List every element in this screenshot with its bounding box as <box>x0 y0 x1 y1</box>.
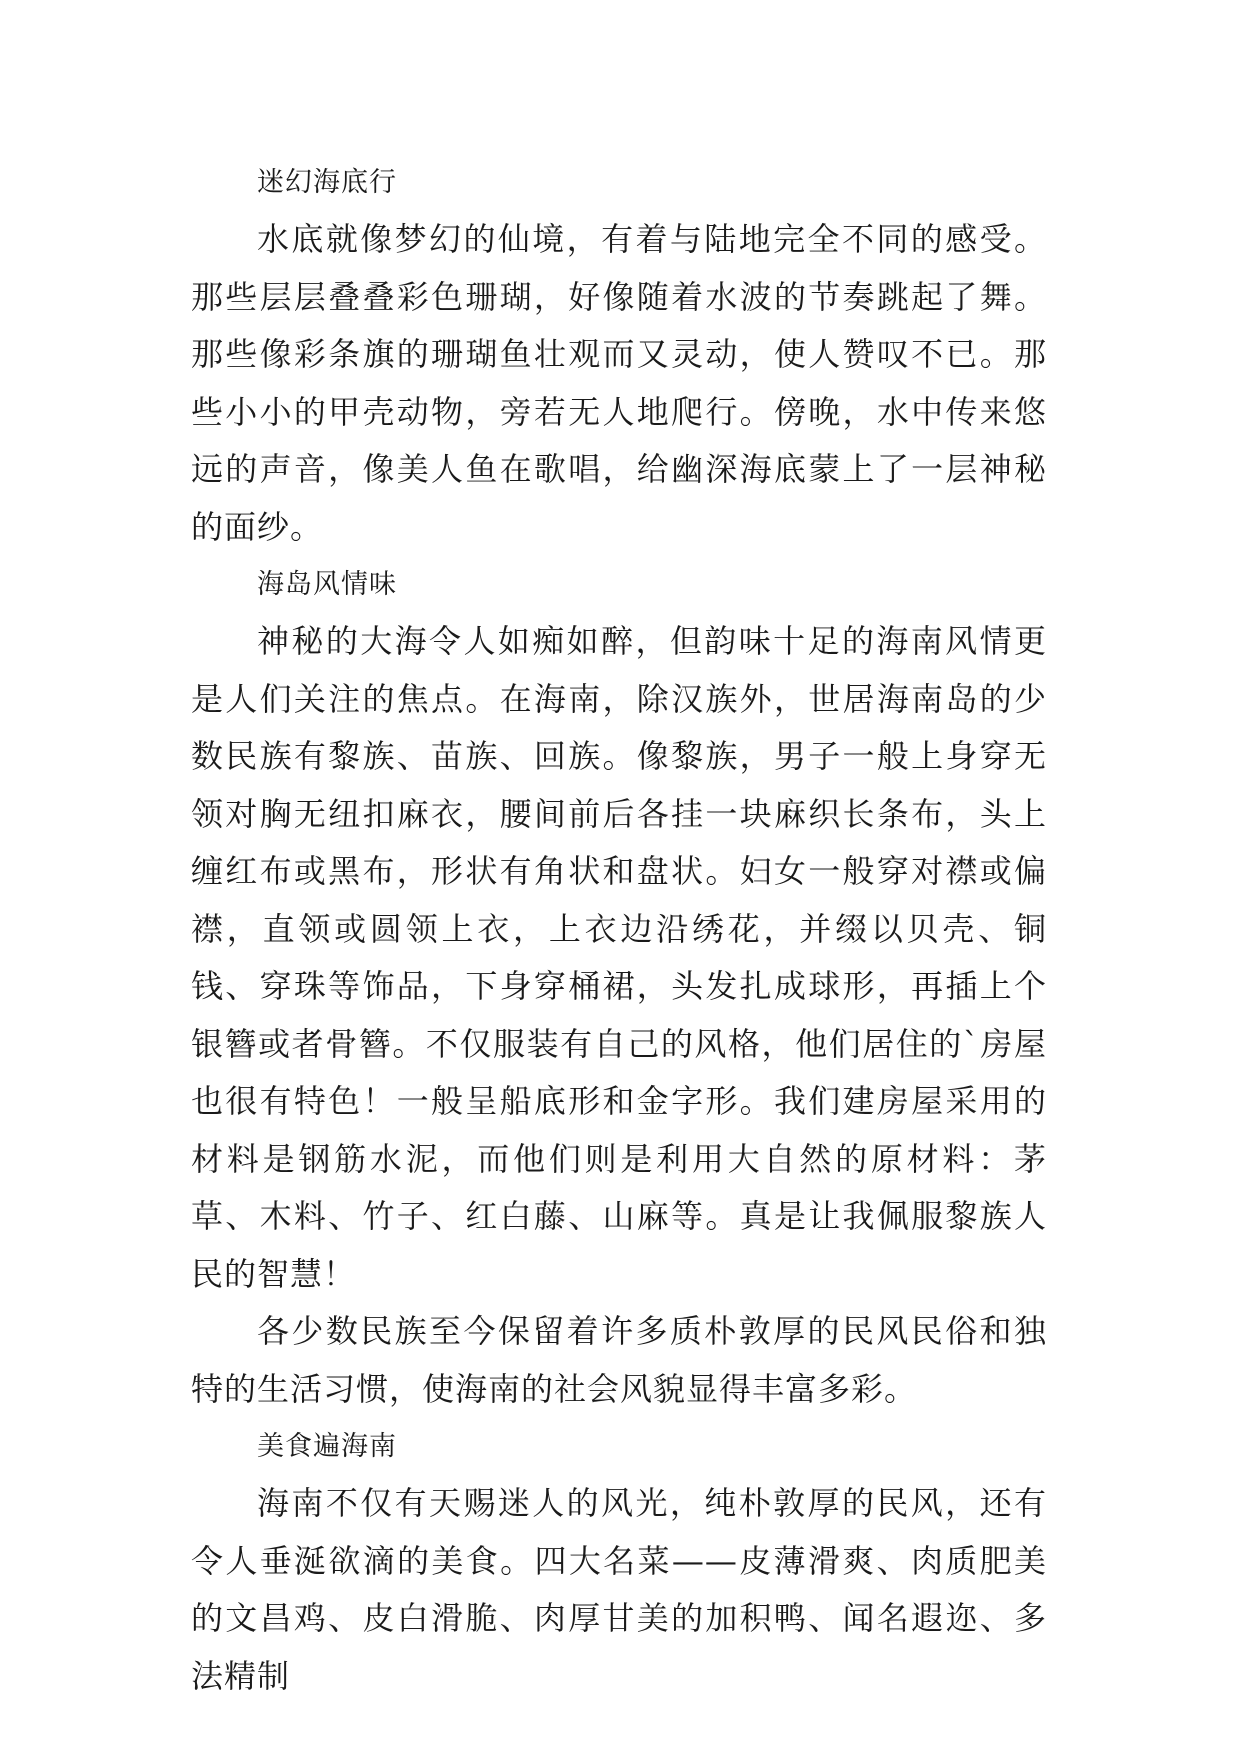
section-cuisine <box>191 1418 1047 1705</box>
section-diving <box>191 154 1047 556</box>
section-heading: 美食遍海南 <box>257 1431 397 1462</box>
section-island-culture <box>191 556 1047 1418</box>
section-heading: 迷幻海底行 <box>257 167 397 198</box>
document-body <box>191 154 1047 1705</box>
paragraph: 水底就像梦幻的仙境，有着与陆地完全不同的感受。那些层层叠叠彩色珊瑚，好像随着水波的节奏跳起了舞。那些像彩条旗的珊瑚鱼壮观而又灵动，使人赞叹不已。那些小小的甲壳动物，旁若无人地爬行。傍晚，水中传来悠远的声音，像美人鱼在歌唱，给幽深海底蒙上了一层神秘的面纱。 <box>191 220 1047 546</box>
paragraph: 各少数民族至今保留着许多质朴敦厚的民风民俗和独特的生活习惯，使海南的社会风貌显得丰富多彩。 <box>191 1312 1047 1408</box>
section-heading: 海岛风情味 <box>257 569 397 600</box>
paragraph: 神秘的大海令人如痴如醉，但韵味十足的海南风情更是人们关注的焦点。在海南，除汉族外，世居海南岛的少数民族有黎族、苗族、回族。像黎族，男子一般上身穿无领对胸无纽扣麻衣，腰间前后各挂一块麻织长条布，头上缠红布或黑布，形状有角状和盘状。妇女一般穿对襟或偏襟，直领或圆领上衣，上衣边沿绣花，并缀以贝壳、铜钱、穿珠等饰品，下身穿桶裙，头发扎成球形，再插上个银簪或者骨簪。不仅服装有自己的风格，他们居住的`房屋也很有特色！一般呈船底形和金字形。我们建房屋采用的材料是钢筋水泥，而他们则是利用大自然的原材料：茅草、木料、竹子、红白藤、山麻等。真是让我佩服黎族人民的智慧！ <box>191 622 1047 1293</box>
paragraph: 海南不仅有天赐迷人的风光，纯朴敦厚的民风，还有令人垂涎欲滴的美食。四大名菜——皮薄滑爽、肉质肥美的文昌鸡、皮白滑脆、肉厚甘美的加积鸭、闻名遐迩、多法精制 <box>191 1484 1047 1695</box>
